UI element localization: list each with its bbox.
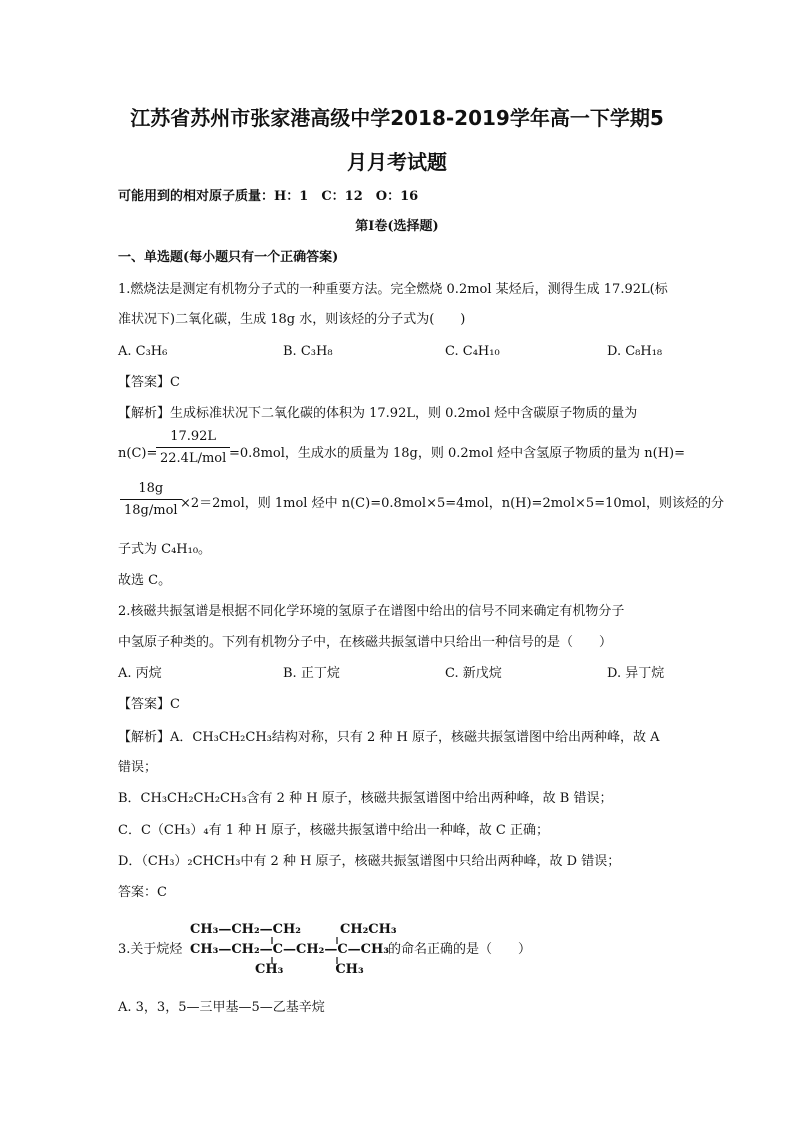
- q2-analysis-b: B．CH₃CH₂CH₂CH₃含有 2 种 H 原子，核磁共振氢谱图中给出两种峰，故 B 错误；: [118, 791, 613, 806]
- q2-option-a: A. 丙烷: [118, 666, 162, 681]
- q2-answer: 【答案】C: [118, 697, 180, 712]
- q2-stem-line1: 2.核磁共振氢谱是根据不同化学环境的氢原子在谱图中给出的信号不同来确定有机物分子: [118, 604, 625, 619]
- q1-analysis-nc-label: n(C)=: [118, 446, 158, 461]
- q2-final-answer: 答案：C: [118, 885, 167, 900]
- q2-option-b: B. 正丁烷: [283, 666, 340, 681]
- fraction-numerator: 18g: [138, 481, 164, 496]
- q1-conclusion: 故选 C。: [118, 573, 172, 588]
- q2-analysis-a-line1: 【解析】A．CH₃CH₂CH₃结构对称，只有 2 种 H 原子，核磁共振氢谱图中给出两种峰，故 A: [118, 730, 660, 745]
- q1-stem-line2: 准状况下)二氧化碳，生成 18g 水，则该烃的分子式为( ): [118, 312, 466, 327]
- fraction-denominator: 22.4L/mol: [160, 451, 227, 466]
- fraction-denominator: 18g/mol: [124, 503, 178, 518]
- structure-line-top: CH₃—CH₂—CH₂ CH₂CH₃: [190, 922, 397, 937]
- fraction-bar: [120, 499, 182, 500]
- q2-option-d: D. 异丁烷: [607, 666, 665, 681]
- q1-option-d: D. C₈H₁₈: [607, 344, 663, 359]
- atomic-mass-note: 可能用到的相对原子质量：H：1 C：12 O：16: [118, 189, 419, 204]
- q1-analysis-line1: 【解析】生成标准状况下二氧化碳的体积为 17.92L，则 0.2mol 烃中含碳原子物质的量为: [118, 406, 638, 421]
- q1-analysis-line2: =0.8mol，生成水的质量为 18g，则 0.2mol 烃中含氢原子物质的量为 n(H)=: [229, 446, 686, 461]
- structure-line-bottom: CH₃ CH₃: [190, 962, 364, 977]
- q1-option-c: C. C₄H₁₀: [445, 344, 500, 359]
- q3-structural-formula: [190, 922, 397, 978]
- q1-option-b: B. C₃H₈: [283, 344, 333, 359]
- section-title: 第Ⅰ卷(选择题): [355, 219, 439, 234]
- part-title: 一、单选题(每小题只有一个正确答案): [118, 250, 339, 265]
- q1-fraction-carbon: [156, 428, 230, 467]
- structure-line-main-chain: CH₃—CH₂—C—CH₂—C—CH₃: [190, 942, 389, 957]
- q2-stem-line2: 中氢原子种类的。下列有机物分子中，在核磁共振氢谱中只给出一种信号的是（ ）: [118, 635, 613, 650]
- q2-option-c: C. 新戊烷: [445, 666, 502, 681]
- fraction-numerator: 17.92L: [170, 429, 217, 444]
- q2-analysis-d: D．（CH₃）₂CHCH₃中有 2 种 H 原子，核磁共振氢谱图中只给出两种峰，故 D 错误；: [118, 854, 621, 869]
- document-title-line2: 月月考试题: [347, 150, 447, 174]
- q1-answer: 【答案】C: [118, 375, 180, 390]
- q1-stem-line1: 1.燃烧法是测定有机物分子式的一种重要方法。完全燃烧 0.2mol 某烃后，测得生成 17.92L(标: [118, 282, 668, 297]
- q1-fraction-hydrogen: [120, 480, 182, 519]
- document-title-line1: 江苏省苏州市张家港高级中学2018-2019学年高一下学期5: [130, 106, 664, 130]
- q2-analysis-a-line2: 错误；: [118, 760, 158, 775]
- q2-analysis-c: C．C（CH₃）₄有 1 种 H 原子，核磁共振氢谱中给出一种峰，故 C 正确；: [118, 823, 549, 838]
- q1-analysis-line3: ×2＝2mol，则 1mol 烃中 n(C)=0.8mol×5=4mol，n(H)=2mol×5=10mol，则该烃的分: [180, 496, 724, 511]
- structure-bonds: [190, 922, 390, 978]
- q3-stem-prefix: 3.关于烷烃: [118, 942, 183, 957]
- q1-analysis-line4: 子式为 C₄H₁₀。: [118, 542, 212, 557]
- q3-stem-suffix: 的命名正确的是（ ）: [388, 942, 532, 957]
- fraction-bar: [156, 447, 230, 448]
- q1-option-a: A. C₃H₆: [118, 344, 168, 359]
- q3-option-a: A. 3，3，5—三甲基—5—乙基辛烷: [118, 1000, 325, 1015]
